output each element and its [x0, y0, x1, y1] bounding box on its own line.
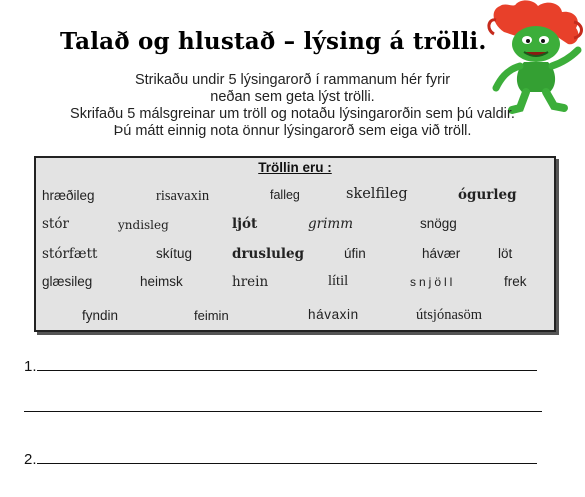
word-item: stórfætt	[42, 246, 98, 262]
word-item: lítil	[328, 273, 349, 289]
write-line[interactable]	[37, 356, 537, 371]
word-item: löt	[498, 246, 513, 261]
word-item: glæsileg	[42, 274, 93, 289]
word-item: útsjónasöm	[416, 307, 483, 323]
word-item: fyndin	[82, 308, 119, 323]
instruction-line-4: Þú mátt einnig nota önnur lýsingarorð sem eiga við tröll.	[113, 123, 472, 139]
word-item: ógurleg	[458, 187, 517, 203]
answer-line-1-continued[interactable]	[24, 397, 542, 416]
word-item: snjöll	[410, 275, 456, 289]
answer-line-1[interactable]	[24, 356, 537, 375]
worksheet-title: Talað og hlustað – lýsing á trölli.	[60, 28, 487, 55]
word-item: risavaxin	[156, 188, 210, 204]
word-item: skelfileg	[346, 186, 408, 202]
instruction-line-1: Strikaðu undir 5 lýsingarorð í rammanum hér fyrir	[134, 72, 451, 88]
word-item: hrein	[232, 274, 269, 290]
word-item: drusluleg	[232, 246, 305, 262]
word-item: skítug	[156, 246, 193, 261]
word-item: hávaxin	[308, 307, 359, 322]
word-item: hræðileg	[42, 188, 95, 203]
answer-number: 1.	[24, 358, 37, 375]
write-line[interactable]	[24, 397, 542, 412]
word-item: grimm	[308, 216, 354, 232]
write-line[interactable]	[37, 449, 537, 464]
box-heading: Tröllin eru :	[258, 160, 332, 175]
word-item: heimsk	[140, 274, 183, 289]
word-item: yndisleg	[118, 218, 169, 232]
word-item: falleg	[270, 188, 300, 202]
answer-line-2[interactable]	[24, 449, 537, 468]
word-item: frek	[504, 274, 527, 289]
word-item: snögg	[420, 216, 457, 231]
word-item: ljót	[232, 216, 258, 232]
adjective-box	[34, 156, 556, 332]
word-item: hávær	[422, 246, 461, 261]
answer-number: 2.	[24, 451, 37, 468]
word-item: feimin	[194, 308, 229, 323]
instruction-line-3: Skrifaðu 5 málsgreinar um tröll og notaðu lýsingarorðin sem þú valdir.	[70, 106, 515, 122]
word-item: úfin	[344, 246, 366, 261]
instruction-line-2: neðan sem geta lýst trölli.	[210, 89, 375, 105]
word-item: stór	[42, 216, 69, 232]
